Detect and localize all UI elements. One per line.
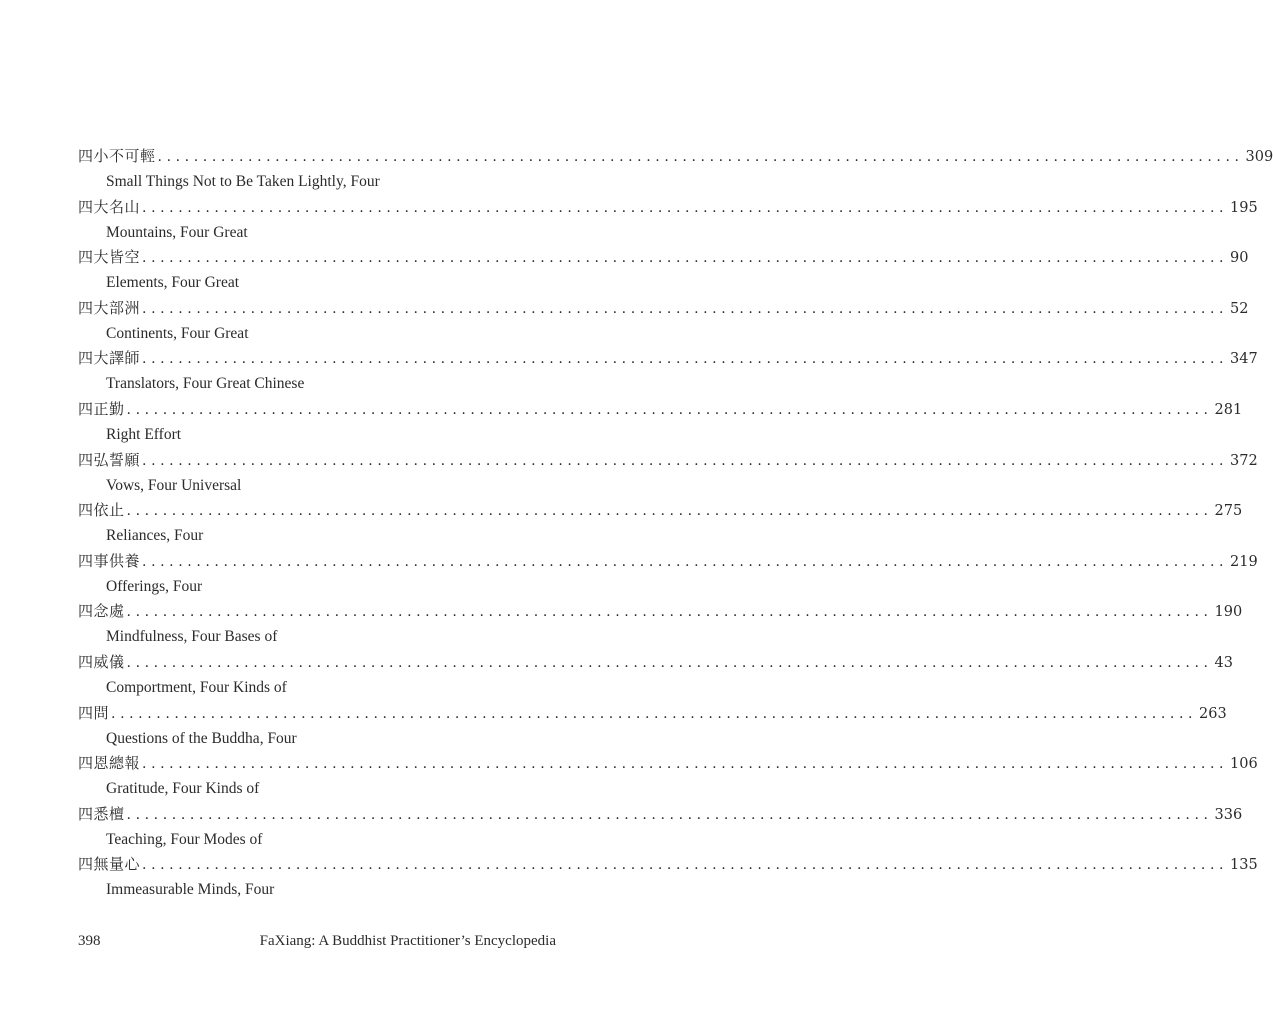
index-entry-row [78,549,1258,574]
dot-leader: ........................................................................................................................ [142,452,1229,469]
index-entry-row [78,296,1249,321]
page-reference: 90 [1230,250,1249,267]
page-reference: 336 [1214,806,1243,823]
english-term: Right Effort [106,425,182,443]
chinese-term: 四念處 [78,602,125,621]
index-entry [78,549,1258,600]
page-reference: 52 [1230,300,1249,317]
dot-leader: ........................................................................................................................ [142,756,1229,773]
dot-leader: ........................................................................................................................ [126,806,1213,823]
chinese-term: 四依止 [78,501,125,520]
index-entry [78,852,1258,903]
chinese-term: 四弘誓願 [78,450,141,469]
index-entry-row [78,599,1243,624]
english-term: Gratitude, Four Kinds of [106,780,260,798]
index-entry [78,650,1233,701]
page-reference: 135 [1230,857,1258,874]
dot-leader: ........................................................................................................................ [142,199,1229,216]
chinese-term: 四大譯師 [78,349,141,368]
dot-leader: ........................................................................................................................ [142,250,1229,267]
index-entry-row [78,195,1258,220]
index-entry [78,346,1258,397]
chinese-term: 四小不可輕 [78,147,156,165]
english-term: Teaching, Four Modes of [106,830,263,848]
page-reference: 347 [1230,351,1258,368]
english-term: Reliances, Four [106,527,204,545]
index-entry-row [78,701,1227,726]
chinese-term: 四大皆空 [78,248,141,267]
index-entry [78,701,1227,752]
page-reference: 219 [1230,553,1258,570]
chinese-term: 四大部洲 [78,298,141,317]
index-entry [78,751,1258,802]
english-term: Mountains, Four Great [106,223,248,241]
dot-leader: ........................................................................................................................ [126,503,1213,520]
index-entry [78,296,1249,347]
page-reference: 372 [1230,452,1258,469]
dot-leader: ........................................................................................................................ [126,604,1213,621]
index-entry [78,245,1249,296]
chinese-term: 四無量心 [78,855,141,874]
dot-leader: ........................................................................................................................ [111,705,1198,722]
index-entry [78,498,1243,549]
index-entry-row [78,802,1243,827]
footer-book-title: FaXiang: A Buddhist Practitioner’s Encyclopedia [259,933,556,949]
dot-leader: ........................................................................................................................ [142,553,1229,570]
chinese-term: 四悉檀 [78,804,125,823]
page-reference: 263 [1199,705,1227,722]
chinese-term: 四恩總報 [78,754,141,773]
english-term: Immeasurable Minds, Four [106,881,275,899]
english-term: Questions of the Buddha, Four [106,729,297,747]
dot-leader: ........................................................................................................................ [142,300,1229,317]
index-entry-row [78,448,1258,473]
page-reference: 43 [1214,654,1233,671]
dot-leader: ........................................................................................................................ [142,351,1229,368]
index-entry [78,599,1243,650]
chinese-term: 四大名山 [78,197,141,216]
index-entry-row [78,498,1243,523]
chinese-term: 四事供養 [78,551,141,570]
index-entry [78,195,1258,246]
page-reference: 190 [1214,604,1243,621]
chinese-term: 四問 [78,703,110,722]
dot-leader: ........................................................................................................................ [142,857,1229,874]
index-entry [78,144,1273,195]
footer-page-number: 398 [78,933,101,949]
index-entry-row [78,397,1243,422]
dot-leader: ........................................................................................................................ [157,149,1244,165]
page-reference: 195 [1230,199,1258,216]
index-entry [78,448,1258,499]
page-reference: 106 [1230,756,1258,773]
chinese-term: 四威儀 [78,652,125,671]
english-term: Comportment, Four Kinds of [106,678,287,696]
index-entry-row [78,650,1233,675]
index-entry-row [78,245,1249,270]
index-entry-row [78,751,1258,776]
english-term: Elements, Four Great [106,274,240,292]
english-term: Small Things Not to Be Taken Lightly, Four [106,173,380,190]
english-term: Offerings, Four [106,577,203,595]
index-entry-row [78,144,1273,169]
page-reference: 309 [1245,149,1273,165]
english-term: Translators, Four Great Chinese [106,375,305,393]
index-entry-row [78,346,1258,371]
index-entry [78,802,1243,853]
english-term: Continents, Four Great [106,324,249,342]
english-term: Vows, Four Universal [106,476,242,494]
index-entry-row [78,852,1258,877]
page-reference: 281 [1214,401,1243,418]
index-entry [78,397,1243,448]
english-term: Mindfulness, Four Bases of [106,628,278,646]
dot-leader: ........................................................................................................................ [126,401,1213,418]
dot-leader: ........................................................................................................................ [126,654,1213,671]
page-reference: 275 [1214,503,1243,520]
index-entries [78,144,1273,903]
chinese-term: 四正勤 [78,399,125,418]
